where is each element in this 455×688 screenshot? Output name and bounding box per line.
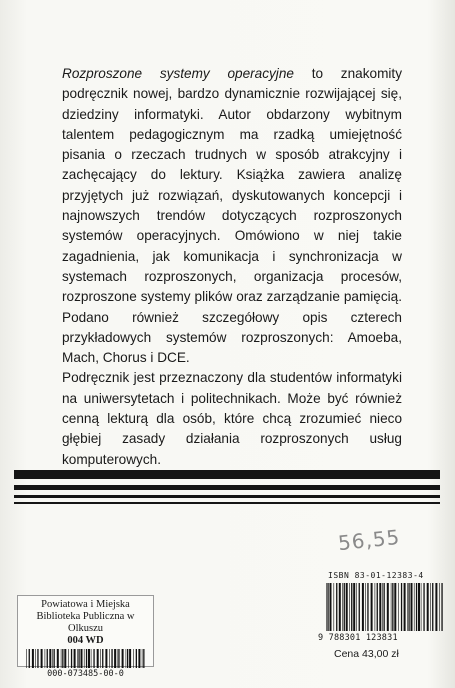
barcode-bar xyxy=(430,583,431,631)
barcode-bar xyxy=(88,649,90,668)
barcode-bar xyxy=(114,649,116,668)
barcode-bar xyxy=(35,649,36,668)
barcode-bar xyxy=(97,649,99,668)
barcode-bar xyxy=(334,583,335,631)
barcode-bar xyxy=(78,649,79,668)
barcode-bar xyxy=(91,649,92,668)
barcode-bar xyxy=(435,583,437,631)
barcode-bar xyxy=(64,649,66,668)
handwritten-price: 56,55 xyxy=(336,524,402,556)
barcode-bar xyxy=(41,649,43,668)
barcode-bar xyxy=(61,649,62,668)
barcode-bar xyxy=(339,583,341,631)
barcode-bar xyxy=(326,583,327,631)
barcode-bar xyxy=(439,583,440,631)
barcode-bar xyxy=(359,583,360,631)
library-label xyxy=(17,595,154,679)
barcode-bar xyxy=(379,583,381,631)
barcode-bar xyxy=(353,583,355,631)
band-3 xyxy=(14,495,440,498)
barcode-bar xyxy=(441,583,442,631)
barcode-bar xyxy=(391,583,392,631)
band-thick-1 xyxy=(14,470,440,479)
barcode-bar xyxy=(346,583,348,631)
barcode-bar xyxy=(414,583,415,631)
barcode-bar xyxy=(411,583,413,631)
barcode-bar xyxy=(375,583,376,631)
barcode-bar xyxy=(362,583,364,631)
barcode-bar xyxy=(394,583,396,631)
band-2 xyxy=(14,485,440,490)
barcode-bar xyxy=(365,583,366,631)
barcode-bar xyxy=(74,649,76,668)
isbn-barcode-digits: 9 788301 123831 xyxy=(318,633,398,643)
barcode-bar xyxy=(26,649,27,668)
barcode-bar xyxy=(423,583,424,631)
price-label: Cena 43,00 zł xyxy=(334,648,399,660)
barcode-bar xyxy=(349,583,350,631)
barcode-bar xyxy=(49,649,51,668)
barcode-bar xyxy=(111,649,112,668)
library-code: 004 WD xyxy=(67,635,104,646)
library-line-1: Powiatowa i Miejska xyxy=(41,599,130,610)
barcode-bar xyxy=(32,649,34,668)
barcode-bar xyxy=(421,583,422,631)
barcode-bar xyxy=(371,583,373,631)
barcode-bar xyxy=(62,649,63,668)
barcode-bar xyxy=(342,583,343,631)
barcode-bar xyxy=(117,649,118,668)
barcode-bar xyxy=(54,649,55,668)
barcode-bar xyxy=(418,583,420,631)
barcode-bar xyxy=(416,583,417,631)
barcode-bar xyxy=(336,583,337,631)
barcode-bar xyxy=(118,649,119,668)
barcode-bar xyxy=(100,649,101,668)
blurb-paragraph-1 xyxy=(62,64,402,368)
library-line-2: Biblioteka Publiczna w Olkuszu xyxy=(36,611,135,634)
isbn-barcode xyxy=(325,583,445,631)
barcode-bar xyxy=(407,583,408,631)
barcode-bar xyxy=(109,649,110,668)
barcode-bar xyxy=(29,649,30,668)
barcode-bar xyxy=(432,583,433,631)
barcode-bar xyxy=(138,649,140,668)
book-title-italic: Rozproszone systemy operacyjne xyxy=(62,66,294,81)
barcode-bar xyxy=(37,649,38,668)
barcode-bar xyxy=(398,583,399,631)
barcode-bar xyxy=(377,583,378,631)
barcode-bar xyxy=(427,583,429,631)
barcode-bar xyxy=(330,583,332,631)
barcode-bar xyxy=(129,649,131,668)
barcode-bar xyxy=(127,649,128,668)
barcode-bar xyxy=(81,649,83,668)
barcode-bar xyxy=(57,649,59,668)
barcode-bar xyxy=(45,649,46,668)
barcode-bar xyxy=(382,583,383,631)
barcode-bar xyxy=(52,649,53,668)
barcode-bar xyxy=(68,649,69,668)
barcode-bar xyxy=(102,649,103,668)
barcode-bar xyxy=(344,583,345,631)
isbn-label: ISBN 83-01-12383-4 xyxy=(328,571,424,580)
barcode-bar xyxy=(142,649,143,668)
barcode-bar xyxy=(356,583,357,631)
barcode-bar xyxy=(327,583,328,631)
barcode-bar xyxy=(93,649,94,668)
barcode-bar xyxy=(404,583,406,631)
cover-blurb xyxy=(62,64,402,470)
barcode-bar xyxy=(387,583,389,631)
barcode-bar xyxy=(105,649,107,668)
barcode-bar xyxy=(71,649,72,668)
library-barcode xyxy=(25,649,146,668)
barcode-bar xyxy=(47,649,48,668)
barcode-bar xyxy=(122,649,124,668)
band-thin-4 xyxy=(14,502,440,504)
barcode-bar xyxy=(136,649,137,668)
barcode-bar xyxy=(126,649,127,668)
barcode-bar xyxy=(77,649,78,668)
blurb-paragraph-2: Podręcznik jest przeznaczony dla studentów informatyki na uniwersytetach i politechnikach. Może być również cenną lekturą dla osób, które chcą zrozumieć nieco głębiej zasady działania rozproszonych usług komputerowych. xyxy=(62,370,402,467)
library-number: 000-073485-00-0 xyxy=(47,669,124,679)
barcode-bar xyxy=(367,583,368,631)
barcode-bar xyxy=(384,583,385,631)
barcode-bar xyxy=(401,583,402,631)
barcode-bar xyxy=(84,649,85,668)
blurb-paragraph-1-text: to znakomity podręcznik nowej, bardzo dynamicznie rozwijającej się, dziedziny informatyki. Autor obdarzony wybitnym talentem pedagogicznym ma rzadką umiejętność pisania o rzeczach trudnych w sposób atrakcyjny i zachęcający do lektury. Książka zawiera analizę przyjętych już rozwiązań, dyskutowanych koncepcji i najnowszych trendów dotyczących rozproszonych systemów operacyjnych. Omówiono w niej takie zagadnienia, jak komunikacja i synchronizacja w systemach rozproszonych, organizacja procesów, rozproszone systemy plików oraz zarządzanie pamięcią. Podano również szczegółowy opis czterech przykładowych systemów rozproszonych: Amoeba, Mach, Chorus i DCE. xyxy=(62,66,402,366)
barcode-bar xyxy=(143,649,144,668)
barcode-bar xyxy=(86,649,87,668)
barcode-bar xyxy=(408,583,409,631)
barcode-bar xyxy=(392,583,393,631)
barcode-bar xyxy=(351,583,352,631)
barcode-bar xyxy=(133,649,134,668)
